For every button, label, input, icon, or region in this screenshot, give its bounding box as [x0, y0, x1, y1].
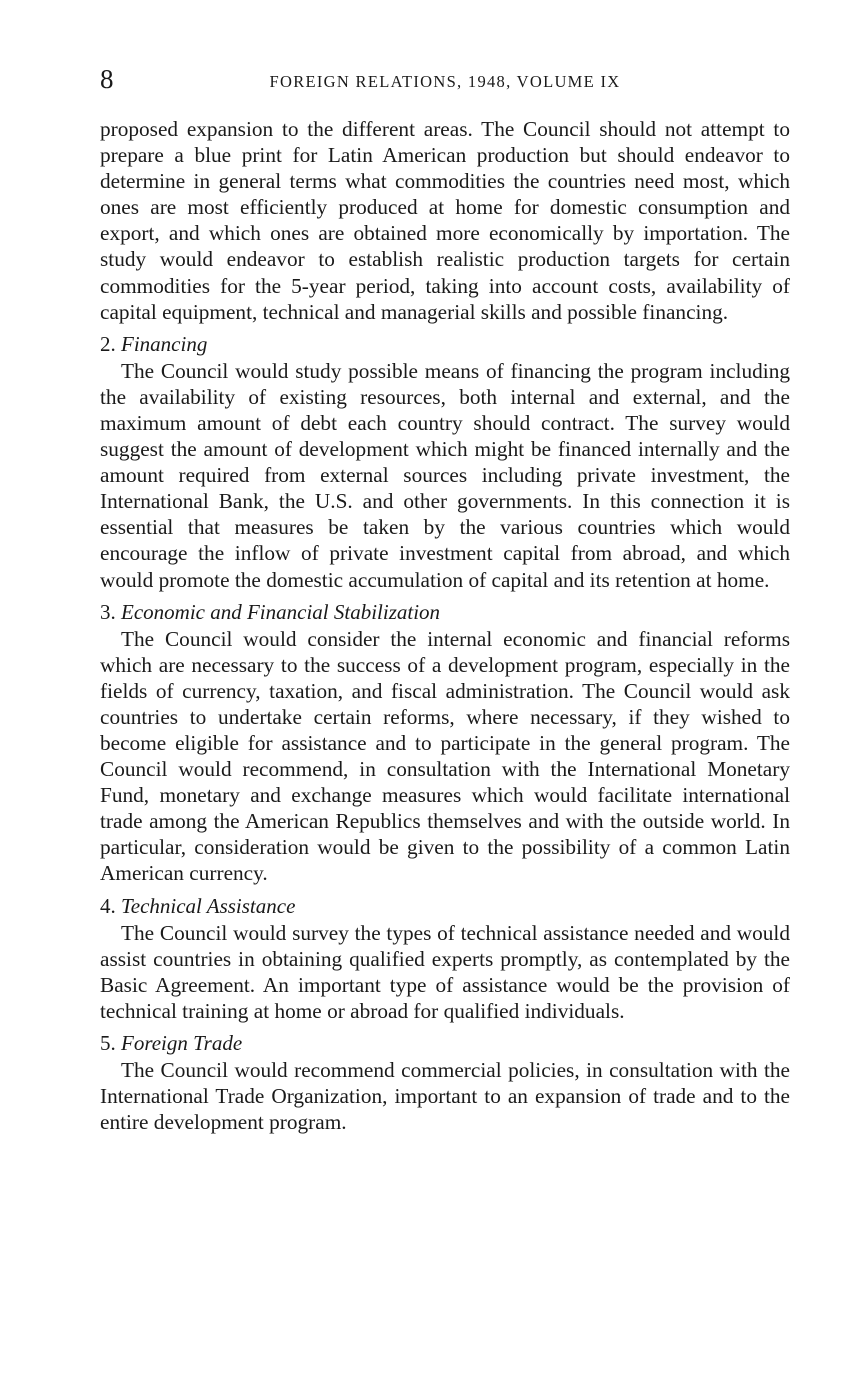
intro-paragraph: proposed expansion to the different areas. The Council should not attempt to prepare a blue print for Latin American production but should endeavor to determine in general terms what commodities the countries need most, which ones are most efficiently produced at home for domestic consumption and export, and which ones are obtained more economically by importation. The study would endeavor to establish realistic production targets for certain commodities for the 5-year period, taking into account costs, availability of capital equipment, technical and managerial skills and possible financing.	[100, 117, 790, 324]
section-paragraph: The Council would consider the internal economic and financial reforms which are necessary to the success of a development program, especially in the fields of currency, taxation, and fiscal administration. The Council would ask countries to undertake certain reforms, where necessary, if they wished to become eligible for assistance and to participate in the general program. The Council would recommend, in consultation with the International Monetary Fund, monetary and exchange measures which would facilitate international trade among the American Republics themselves and with the outside world. In particular, consideration would be given to the possibility of a common Latin American currency.	[100, 626, 790, 886]
section-heading	[100, 1030, 790, 1056]
running-head: FOREIGN RELATIONS, 1948, VOLUME IX	[269, 72, 621, 91]
section-heading	[100, 893, 790, 919]
section-technical-assistance	[100, 893, 790, 1024]
section-number: 4.	[100, 893, 116, 918]
document-body	[100, 116, 790, 1135]
section-foreign-trade	[100, 1030, 790, 1135]
section-title: Technical Assistance	[121, 893, 296, 918]
section-title: Economic and Financial Stabilization	[121, 599, 441, 624]
section-title: Foreign Trade	[121, 1030, 243, 1055]
section-heading	[100, 599, 790, 625]
page-header	[100, 64, 790, 98]
section-title: Financing	[121, 331, 208, 356]
section-number: 3.	[100, 599, 116, 624]
section-number: 2.	[100, 331, 116, 356]
section-paragraph: The Council would study possible means of financing the program including the availability of existing resources, both internal and external, and the maximum amount of debt each country should contract. The survey would suggest the amount of development which might be financed internally and the amount required from external sources including private investment, the International Bank, the U.S. and other governments. In this connection it is essential that measures be taken by the various countries which would encourage the inflow of private investment capital from abroad, and which would promote the domestic accumulation of capital and its retention at home.	[100, 358, 790, 592]
section-paragraph: The Council would recommend commercial policies, in consultation with the International Trade Organization, important to an expansion of trade and to the entire development program.	[100, 1057, 790, 1135]
page-number: 8	[100, 64, 114, 94]
section-number: 5.	[100, 1030, 116, 1055]
section-financing	[100, 331, 790, 593]
section-paragraph: The Council would survey the types of technical assistance needed and would assist countries in obtaining qualified experts promptly, as contemplated by the Basic Agreement. An important type of assistance would be the provision of technical training at home or abroad for qualified individuals.	[100, 920, 790, 1023]
section-economic-financial-stabilization	[100, 599, 790, 887]
section-heading	[100, 331, 790, 357]
